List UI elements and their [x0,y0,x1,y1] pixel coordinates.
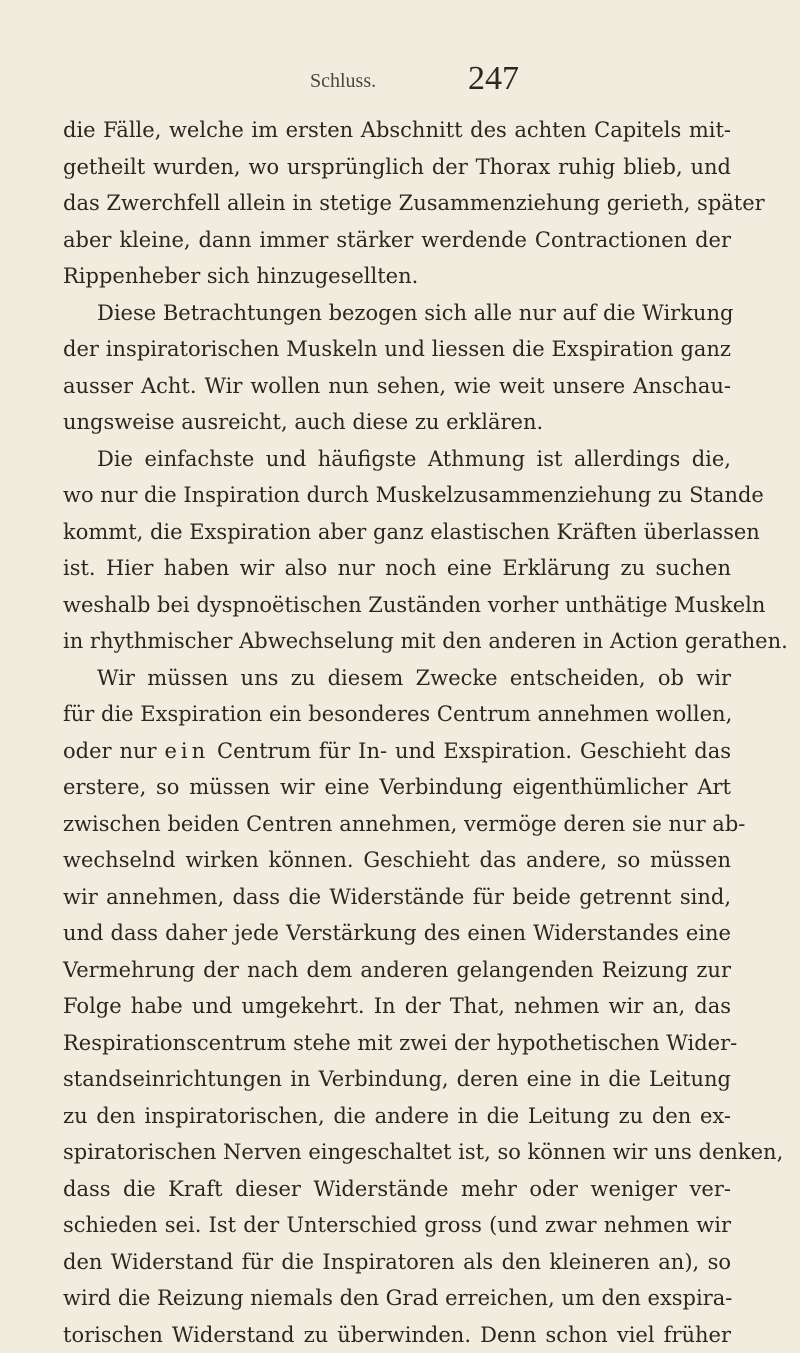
text-line: torischen Widerstand zu überwinden. Denn schon viel früher [63,1317,731,1353]
text-line: ungsweise ausreicht, auch diese zu erklären. [63,404,731,441]
text-line [63,733,731,770]
text-line-part: oder nur [63,739,164,763]
text-line: Vermehrung der nach dem anderen gelangenden Reizung zur [63,952,731,989]
text-line: Die einfachste und häufigste Athmung ist allerdings die, [63,441,731,478]
page-number: 247 [468,60,519,98]
text-line: die Fälle, welche im ersten Abschnitt des achten Capitels mit- [63,112,731,149]
text-line: ausser Acht. Wir wollen nun sehen, wie weit unsere Anschau- [63,368,731,405]
text-line: und dass daher jede Verstärkung des einen Widerstandes eine [63,915,731,952]
text-line: für die Exspiration ein besonderes Centrum annehmen wollen, [63,696,731,733]
text-line: Respirationscentrum stehe mit zwei der hypothetischen Wider- [63,1025,731,1062]
text-line: zu den inspiratorischen, die andere in die Leitung zu den ex- [63,1098,731,1135]
text-line: dass die Kraft dieser Widerstände mehr oder weniger ver- [63,1171,731,1208]
text-line: standseinrichtungen in Verbindung, deren eine in die Leitung [63,1061,731,1098]
text-line: wird die Reizung niemals den Grad erreichen, um den exspira- [63,1280,731,1317]
text-line: spiratorischen Nerven eingeschaltet ist, so können wir uns denken, [63,1134,731,1171]
text-line: wechselnd wirken können. Geschieht das andere, so müssen [63,842,731,879]
text-line: getheilt wurden, wo ursprünglich der Thorax ruhig blieb, und [63,149,731,186]
running-head: Schluss. [310,70,376,93]
text-line: schieden sei. Ist der Unterschied gross (und zwar nehmen wir [63,1207,731,1244]
text-line: das Zwerchfell allein in stetige Zusammenziehung gerieth, später [63,185,731,222]
text-line: aber kleine, dann immer stärker werdende Contractionen der [63,222,731,259]
text-line: zwischen beiden Centren annehmen, vermöge deren sie nur ab- [63,806,731,843]
text-line: in rhythmischer Abwechselung mit den anderen in Action gerathen. [63,623,731,660]
text-line: Rippenheber sich hinzugesellten. [63,258,731,295]
text-line: der inspiratorischen Muskeln und liessen die Exspiration ganz [63,331,731,368]
text-line: den Widerstand für die Inspiratoren als den kleineren an), so [63,1244,731,1281]
text-line: wo nur die Inspiration durch Muskelzusammenziehung zu Stande [63,477,731,514]
text-line: Folge habe und umgekehrt. In der That, nehmen wir an, das [63,988,731,1025]
text-line: Diese Betrachtungen bezogen sich alle nur auf die Wirkung [63,295,731,332]
text-line: ist. Hier haben wir also nur noch eine Erklärung zu suchen [63,550,731,587]
text-line: weshalb bei dyspnoëtischen Zuständen vorher unthätige Muskeln [63,587,731,624]
text-line: erstere, so müssen wir eine Verbindung eigenthümlicher Art [63,769,731,806]
text-line: wir annehmen, dass die Widerstände für beide getrennt sind, [63,879,731,916]
text-line: kommt, die Exspiration aber ganz elastischen Kräften überlassen [63,514,731,551]
text-line-part: Centrum für In- und Exspiration. Geschieht das [209,739,731,763]
body-text [63,112,731,1353]
emphasized-word: ein [164,739,209,763]
text-line: Wir müssen uns zu diesem Zwecke entscheiden, ob wir [63,660,731,697]
